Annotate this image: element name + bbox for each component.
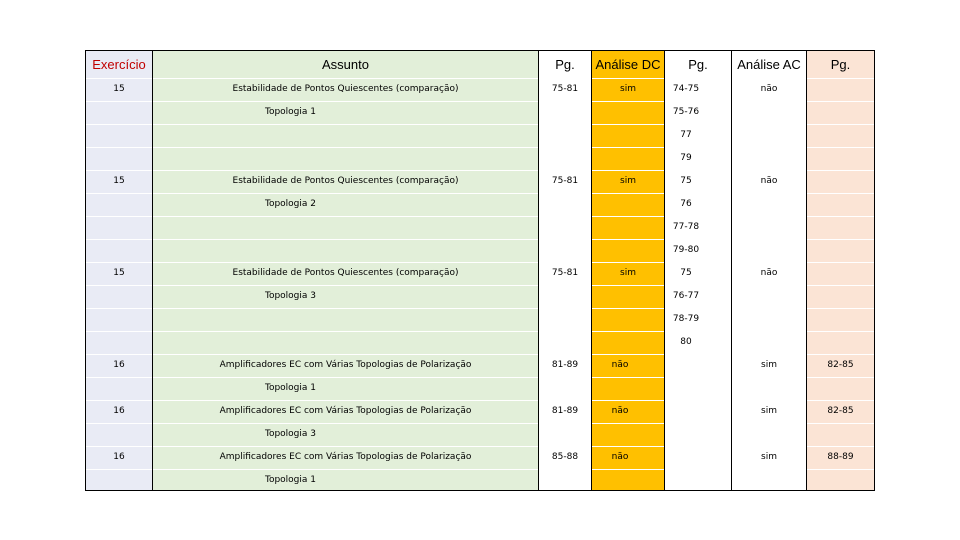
cell-pg <box>539 285 591 308</box>
cell-dc: sim <box>620 84 636 94</box>
cell-pgdc: 75 <box>680 176 692 186</box>
table-row <box>86 124 874 147</box>
cell-pgdc <box>653 377 719 400</box>
table-row <box>86 331 874 354</box>
header-row <box>86 51 874 78</box>
header-assunto: Assunto <box>322 57 369 72</box>
cell-pg <box>539 216 591 239</box>
cell-assunto <box>153 308 538 331</box>
cell-assunto: Topologia 1 <box>264 475 317 485</box>
cell-assunto <box>153 239 538 262</box>
cell-pgac <box>807 262 874 285</box>
cell-pgac <box>807 285 874 308</box>
cell-pg: 81-89 <box>551 360 579 370</box>
cell-dc: não <box>611 452 629 462</box>
cell-pgac <box>807 78 874 101</box>
cell-pgac: 82-85 <box>827 406 854 416</box>
cell-pgdc: 80 <box>680 337 692 347</box>
table-row <box>86 78 874 101</box>
cell-assunto: Estabilidade de Pontos Quiescentes (comparação) <box>232 268 459 278</box>
cell-assunto: Amplificadores EC com Várias Topologias de Polarização <box>219 360 472 370</box>
cell-ac <box>732 377 806 400</box>
cell-assunto <box>153 216 538 239</box>
table-row <box>86 239 874 262</box>
cell-pgdc <box>653 469 719 492</box>
table-row <box>86 423 874 446</box>
cell-ex <box>86 239 152 262</box>
header-pg-dc: Pg. <box>688 57 708 72</box>
cell-pgdc: 77-78 <box>672 222 700 232</box>
cell-pg <box>539 423 591 446</box>
cell-pgac <box>807 216 874 239</box>
cell-pgdc <box>653 354 719 377</box>
cell-pgac <box>807 170 874 193</box>
cell-ex: 15 <box>113 268 125 278</box>
cell-pg <box>539 147 591 170</box>
cell-ex <box>86 331 152 354</box>
cell-assunto: Topologia 3 <box>264 429 317 439</box>
table-row <box>86 170 874 193</box>
table-row <box>86 469 874 492</box>
cell-pg <box>539 308 591 331</box>
cell-assunto: Topologia 3 <box>264 291 317 301</box>
header-exercicio: Exercício <box>92 57 146 72</box>
cell-ac: sim <box>761 406 777 416</box>
cell-assunto: Estabilidade de Pontos Quiescentes (comparação) <box>232 84 459 94</box>
cell-pgac <box>807 423 874 446</box>
cell-pgdc: 75-76 <box>672 107 700 117</box>
table-row <box>86 308 874 331</box>
cell-pgac: 82-85 <box>827 360 854 370</box>
cell-pgdc <box>653 446 719 469</box>
cell-ex: 16 <box>113 360 125 370</box>
cell-pg <box>539 101 591 124</box>
cell-pgdc: 77 <box>680 130 692 140</box>
table-row <box>86 101 874 124</box>
cell-pgac <box>807 308 874 331</box>
cell-pgac <box>807 147 874 170</box>
cell-ex <box>86 216 152 239</box>
cell-ex: 16 <box>113 406 125 416</box>
cell-dc: não <box>611 406 629 416</box>
cell-assunto: Topologia 2 <box>264 199 317 209</box>
table-row <box>86 400 874 423</box>
cell-pg <box>539 239 591 262</box>
cell-pg <box>539 193 591 216</box>
cell-pgdc <box>653 423 719 446</box>
cell-ac <box>732 216 806 239</box>
cell-ac <box>732 285 806 308</box>
cell-assunto <box>153 331 538 354</box>
cell-pg <box>539 124 591 147</box>
cell-pgdc <box>653 400 719 423</box>
cell-assunto: Topologia 1 <box>264 107 317 117</box>
cell-ex: 16 <box>113 452 125 462</box>
cell-assunto: Estabilidade de Pontos Quiescentes (comparação) <box>232 176 459 186</box>
cell-ac: sim <box>761 360 777 370</box>
cell-ac <box>732 308 806 331</box>
cell-ac <box>732 147 806 170</box>
cell-ex <box>86 147 152 170</box>
cell-pgdc: 76-77 <box>672 291 700 301</box>
cell-pg: 75-81 <box>551 84 579 94</box>
header-pg: Pg. <box>555 57 575 72</box>
cell-ac <box>732 423 806 446</box>
cell-pgdc: 79 <box>680 153 692 163</box>
cell-pgac <box>807 377 874 400</box>
cell-ac <box>732 101 806 124</box>
cell-ex: 15 <box>113 176 125 186</box>
cell-pgac <box>807 101 874 124</box>
cell-ac <box>732 239 806 262</box>
cell-ex <box>86 124 152 147</box>
cell-pgac <box>807 469 874 492</box>
cell-dc: sim <box>620 268 636 278</box>
cell-ac <box>732 124 806 147</box>
cell-pgdc: 79-80 <box>672 245 700 255</box>
header-analise-dc: Análise DC <box>595 57 661 72</box>
table-row <box>86 285 874 308</box>
cell-pg <box>539 377 591 400</box>
table-row <box>86 193 874 216</box>
exercise-table <box>86 51 874 490</box>
table-row <box>86 446 874 469</box>
cell-ac: não <box>760 176 778 186</box>
cell-pg: 85-88 <box>551 452 579 462</box>
cell-ac: sim <box>761 452 777 462</box>
cell-pgac <box>807 193 874 216</box>
table-row <box>86 147 874 170</box>
cell-pg: 81-89 <box>551 406 579 416</box>
cell-pg: 75-81 <box>551 176 579 186</box>
cell-ac: não <box>760 84 778 94</box>
cell-ex: 15 <box>113 84 125 94</box>
cell-pg <box>539 469 591 492</box>
table-row <box>86 216 874 239</box>
cell-assunto: Amplificadores EC com Várias Topologias de Polarização <box>219 452 472 462</box>
cell-assunto <box>153 124 538 147</box>
cell-dc: sim <box>620 176 636 186</box>
cell-pg: 75-81 <box>551 268 579 278</box>
cell-ex <box>86 308 152 331</box>
cell-pgac <box>807 239 874 262</box>
cell-pgdc: 74-75 <box>672 84 700 94</box>
table-row <box>86 262 874 285</box>
cell-dc: não <box>611 360 629 370</box>
cell-assunto: Amplificadores EC com Várias Topologias de Polarização <box>219 406 472 416</box>
cell-pgac <box>807 124 874 147</box>
cell-ac <box>732 193 806 216</box>
cell-pg <box>539 331 591 354</box>
cell-assunto <box>153 147 538 170</box>
cell-assunto: Topologia 1 <box>264 383 317 393</box>
cell-pgdc: 76 <box>680 199 692 209</box>
cell-pgdc: 78-79 <box>672 314 700 324</box>
table-row <box>86 377 874 400</box>
cell-ac <box>732 331 806 354</box>
cell-ac <box>732 469 806 492</box>
cell-pgdc: 75 <box>680 268 692 278</box>
cell-pgac: 88-89 <box>827 452 854 462</box>
cell-ac: não <box>760 268 778 278</box>
header-analise-ac: Análise AC <box>737 57 801 72</box>
cell-pgac <box>807 331 874 354</box>
header-pg-ac: Pg. <box>830 57 851 72</box>
table-row <box>86 354 874 377</box>
